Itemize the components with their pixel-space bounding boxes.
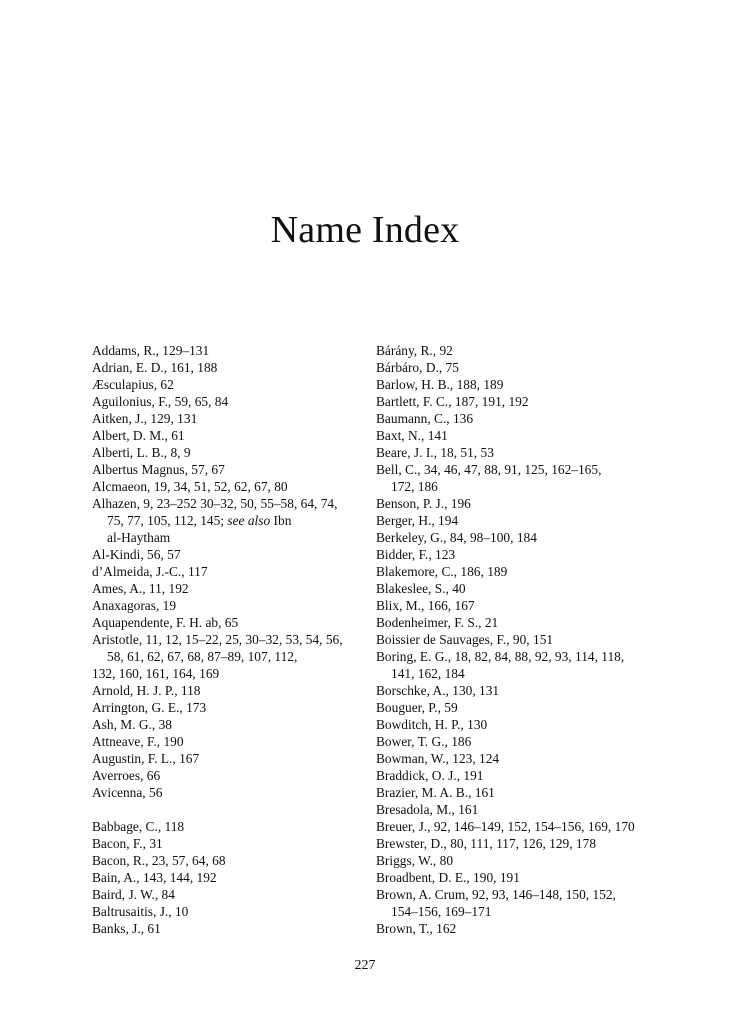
index-entry-line: Babbage, C., 118 — [92, 819, 185, 834]
index-entry — [376, 801, 666, 818]
index-entry — [92, 835, 362, 852]
index-entry — [92, 410, 362, 427]
index-entry — [376, 546, 666, 563]
index-entry — [92, 733, 362, 750]
index-entry-line: Bacon, F., 31 — [92, 836, 163, 851]
index-entry — [92, 393, 362, 410]
index-entry — [376, 410, 666, 427]
page-title: Name Index — [270, 209, 460, 251]
index-entry-line: Barlow, H. B., 188, 189 — [376, 377, 504, 392]
index-entry-line: Arrington, G. E., 173 — [92, 700, 207, 715]
index-entry-line: Albertus Magnus, 57, 67 — [92, 462, 225, 477]
index-column-left — [92, 342, 362, 937]
index-entry — [92, 614, 362, 631]
index-entry — [376, 750, 666, 767]
index-entry — [92, 342, 362, 359]
index-entry-line: Avicenna, 56 — [92, 785, 163, 800]
index-entry-line: al-Haytham — [107, 530, 171, 545]
index-entry — [376, 597, 666, 614]
index-entry-line: Ames, A., 11, 192 — [92, 581, 189, 596]
index-entry-line: 172, 186 — [391, 479, 438, 494]
index-entry-line: Baxt, N., 141 — [376, 428, 448, 443]
index-entry — [92, 478, 362, 495]
index-entry-line: 154–156, 169–171 — [391, 904, 492, 919]
index-entry-line: Averroes, 66 — [92, 768, 161, 783]
index-entry-line: Bartlett, F. C., 187, 191, 192 — [376, 394, 529, 409]
index-entry-line: Brazier, M. A. B., 161 — [376, 785, 495, 800]
index-entry-line: Anaxagoras, 19 — [92, 598, 177, 613]
index-entry — [92, 665, 362, 682]
index-entry — [376, 648, 666, 682]
index-entry-line: Baird, J. W., 84 — [92, 887, 175, 902]
index-entry — [92, 597, 362, 614]
index-entry — [376, 920, 666, 937]
index-entry — [92, 631, 362, 665]
index-entry-line: Adrian, E. D., 161, 188 — [92, 360, 218, 375]
index-entry-line: Breuer, J., 92, 146–149, 152, 154–156, 169, 170 — [376, 819, 635, 834]
index-entry-line: Alcmaeon, 19, 34, 51, 52, 62, 67, 80 — [92, 479, 288, 494]
index-entry-line: Blix, M., 166, 167 — [376, 598, 475, 613]
index-entry — [92, 546, 362, 563]
index-entry — [92, 359, 362, 376]
index-entry-line: Ash, M. G., 38 — [92, 717, 172, 732]
index-entry — [92, 427, 362, 444]
index-entry — [376, 699, 666, 716]
index-entry — [92, 495, 362, 546]
index-entry-line: Augustin, F. L., 167 — [92, 751, 200, 766]
index-entry-line: Bidder, F., 123 — [376, 547, 456, 562]
index-entry-line: Bárány, R., 92 — [376, 343, 453, 358]
index-entry-line: Aristotle, 11, 12, 15–22, 25, 30–32, 53, 54, 56, — [92, 632, 343, 647]
index-entry — [92, 716, 362, 733]
index-entry-line: Bower, T. G., 186 — [376, 734, 472, 749]
index-entry — [376, 376, 666, 393]
index-entry — [376, 886, 666, 920]
index-entry — [376, 767, 666, 784]
index-entry — [376, 818, 666, 835]
index-entry — [376, 461, 666, 495]
index-entry-line: Brown, A. Crum, 92, 93, 146–148, 150, 152, — [376, 887, 616, 902]
index-entry-line: Albert, D. M., 61 — [92, 428, 185, 443]
index-entry-line: Briggs, W., 80 — [376, 853, 454, 868]
index-entry — [92, 750, 362, 767]
index-entry — [92, 818, 362, 835]
index-entry-line: Baltrusaitis, J., 10 — [92, 904, 189, 919]
index-entry — [92, 767, 362, 784]
index-entry — [376, 580, 666, 597]
index-entry — [376, 359, 666, 376]
index-entry — [92, 903, 362, 920]
index-entry — [376, 444, 666, 461]
index-entry-line: Bain, A., 143, 144, 192 — [92, 870, 217, 885]
index-entry-line: Baumann, C., 136 — [376, 411, 474, 426]
index-entry-line: Alhazen, 9, 23–252 30–32, 50, 55–58, 64, 74, — [92, 496, 338, 511]
index-entry — [92, 444, 362, 461]
index-entry-line: Aguilonius, F., 59, 65, 84 — [92, 394, 229, 409]
index-entry — [376, 682, 666, 699]
index-entry-line: Bowman, W., 123, 124 — [376, 751, 500, 766]
index-entry — [376, 869, 666, 886]
index-entry-line: 75, 77, 105, 112, 145; see also Ibn — [107, 513, 292, 528]
index-entry-line: Broadbent, D. E., 190, 191 — [376, 870, 520, 885]
index-entry-line: Banks, J., 61 — [92, 921, 161, 936]
index-entry-line: Berkeley, G., 84, 98–100, 184 — [376, 530, 537, 545]
section-gap — [92, 801, 362, 818]
index-entry-line: Bowditch, H. P., 130 — [376, 717, 488, 732]
index-entry — [376, 512, 666, 529]
index-entry-line: Addams, R., 129–131 — [92, 343, 210, 358]
index-entry — [92, 852, 362, 869]
index-entry-line: Benson, P. J., 196 — [376, 496, 471, 511]
index-entry-line: 58, 61, 62, 67, 68, 87–89, 107, 112, — [107, 649, 298, 664]
index-entry-line: Boring, E. G., 18, 82, 84, 88, 92, 93, 114, 118, — [376, 649, 625, 664]
index-entry-line: Al-Kindi, 56, 57 — [92, 547, 181, 562]
index-entry — [92, 563, 362, 580]
index-entry — [376, 342, 666, 359]
index-entry-line: d’Almeida, J.-C., 117 — [92, 564, 208, 579]
page-number: 227 — [354, 958, 376, 973]
index-entry — [376, 393, 666, 410]
index-column-right — [376, 342, 666, 937]
index-entry-line: Bell, C., 34, 46, 47, 88, 91, 125, 162–165, — [376, 462, 602, 477]
index-entry — [92, 376, 362, 393]
index-entry-line: Alberti, L. B., 8, 9 — [92, 445, 191, 460]
index-entry-line: Bárbáro, D., 75 — [376, 360, 459, 375]
index-entry-line: Bodenheimer, F. S., 21 — [376, 615, 499, 630]
index-entry — [376, 631, 666, 648]
index-entry-line: Blakemore, C., 186, 189 — [376, 564, 508, 579]
index-entry-line: Aitken, J., 129, 131 — [92, 411, 198, 426]
index-entry — [376, 563, 666, 580]
index-entry — [92, 461, 362, 478]
index-entry — [376, 529, 666, 546]
index-entry-line: Bacon, R., 23, 57, 64, 68 — [92, 853, 226, 868]
index-entry-line: Aquapendente, F. H. ab, 65 — [92, 615, 239, 630]
index-entry-line: Bresadola, M., 161 — [376, 802, 479, 817]
index-entry-line: Attneave, F., 190 — [92, 734, 184, 749]
index-entry — [92, 869, 362, 886]
index-entry-line: Braddick, O. J., 191 — [376, 768, 484, 783]
index-entry — [376, 835, 666, 852]
index-entry — [376, 427, 666, 444]
index-entry-line: Boissier de Sauvages, F., 90, 151 — [376, 632, 554, 647]
index-entry — [376, 784, 666, 801]
index-entry — [92, 784, 362, 801]
index-entry — [376, 852, 666, 869]
index-entry — [92, 699, 362, 716]
index-entry — [376, 495, 666, 512]
index-entry-line: Brewster, D., 80, 111, 117, 126, 129, 178 — [376, 836, 597, 851]
index-entry — [92, 886, 362, 903]
index-entry — [92, 580, 362, 597]
index-entry-line: Beare, J. I., 18, 51, 53 — [376, 445, 494, 460]
index-entry-line: 141, 162, 184 — [391, 666, 465, 681]
index-entry-line: Berger, H., 194 — [376, 513, 459, 528]
index-entry-line: Blakeslee, S., 40 — [376, 581, 466, 596]
index-entry-line: Æsculapius, 62 — [92, 377, 174, 392]
index-entry — [92, 682, 362, 699]
index-entry — [376, 733, 666, 750]
index-entry-line: Brown, T., 162 — [376, 921, 457, 936]
index-entry — [92, 920, 362, 937]
index-entry-line: Arnold, H. J. P., 118 — [92, 683, 201, 698]
index-entry-line: Bouguer, P., 59 — [376, 700, 458, 715]
index-entry-line: Borschke, A., 130, 131 — [376, 683, 500, 698]
index-entry-line: 132, 160, 161, 164, 169 — [92, 666, 220, 681]
index-entry — [376, 716, 666, 733]
index-entry — [376, 614, 666, 631]
